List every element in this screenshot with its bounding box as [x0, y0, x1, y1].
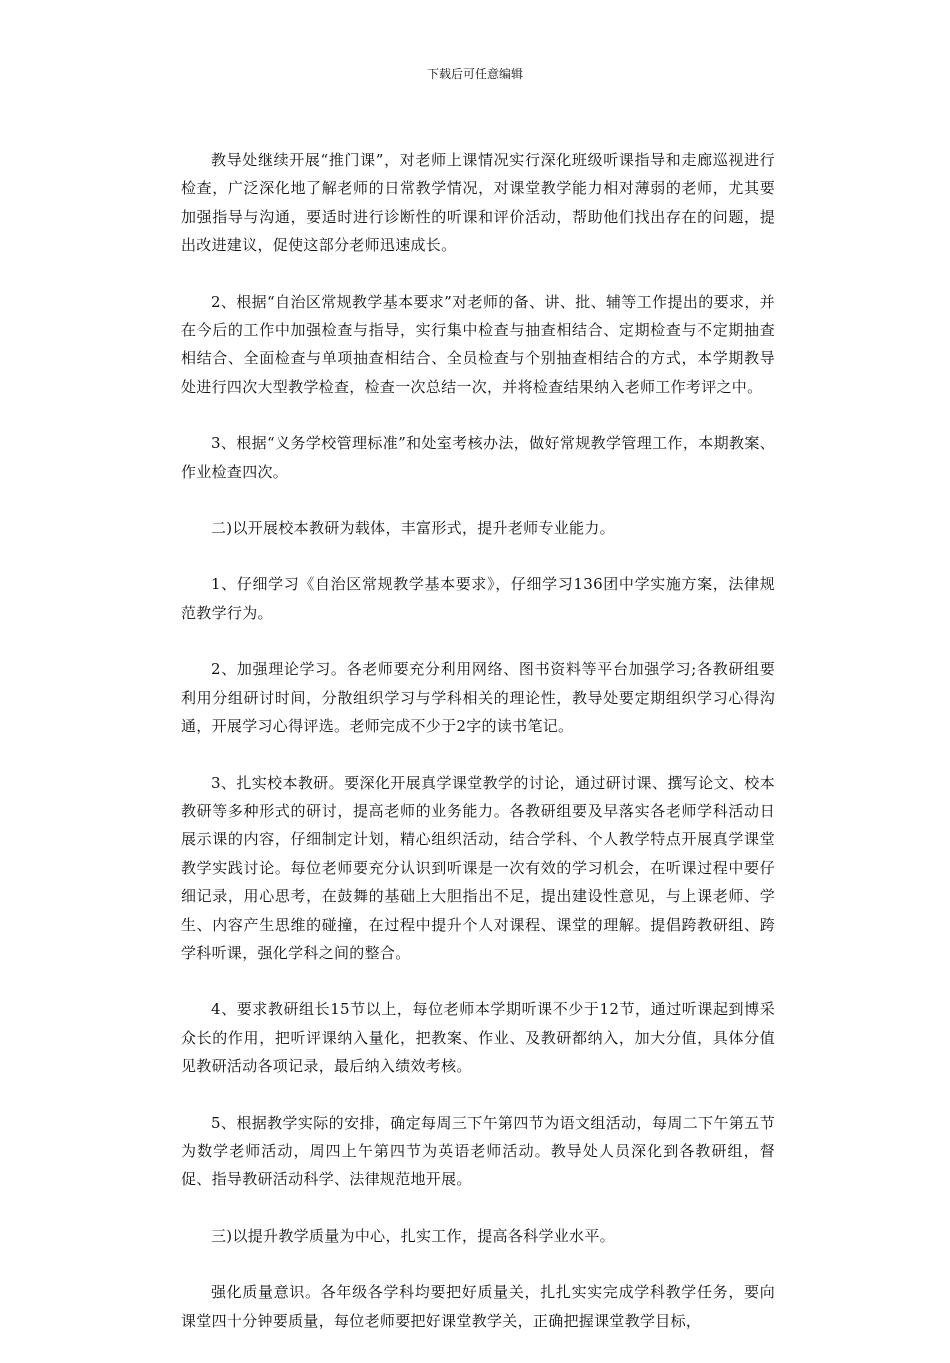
paragraph-theory-study: 2、加强理论学习。各老师要充分利用网络、图书资料等平台加强学习;各教研组要利用分组研讨时间，分散组织学习与学科相关的理论性，教导处要定期组织学习心得沟通，开展学习心得评选。老师完成不少于2字的读书笔记。	[181, 660, 775, 736]
section-heading-2: 二)以开展校本教研为载体，丰富形式，提升老师专业能力。	[211, 519, 615, 538]
paragraph-quality-awareness: 强化质量意识。各年级各学科均要把好质量关，扎扎实实完成学科教学任务，要向课堂四十分钟要质量，每位老师要把好课堂教学关，正确把握课堂教学目标，	[181, 1283, 775, 1330]
paragraph-study-requirements: 1、仔细学习《自治区常规教学基本要求》，仔细学习136团中学实施方案，法律规范教学行为。	[181, 575, 775, 622]
paragraph-lesson-observation: 4、要求教研组长15节以上，每位老师本学期听课不少于12节，通过听课起到博采众长的作用，把听评课纳入量化，把教案、作业、及教研都纳入，加大分值，具体分值见教研活动各项记录，最后纳入绩效考核。	[181, 1000, 775, 1076]
document-body	[181, 146, 775, 1363]
section-heading-3: 三)以提升教学质量为中心，扎实工作，提高各科学业水平。	[211, 1226, 615, 1245]
paragraph-school-research: 3、扎实校本教研。要深化开展真学课堂教学的讨论，通过研讨课、撰写论文、校本教研等多种形式的研讨，提高老师的业务能力。各教研组要及早落实各老师学科活动日展示课的内容，仔细制定计划，精心组织活动，结合学科、个人教学特点开展真学课堂教学实践讨论。每位老师要充分认识到听课是一次有效的学习机会，在听课过程中要仔细记录，用心思考，在鼓舞的基础上大胆指出不足，提出建设性意见，与上课老师、学生、内容产生思维的碰撞，在过程中提升个人对课程、课堂的理解。提倡跨教研组、跨学科听课，强化学科之间的整合。	[181, 773, 775, 962]
paragraph-item-2-checks: 2、根据“自治区常规教学基本要求”对老师的备、讲、批、辅等工作提出的要求，并在今后的工作中加强检查与指导，实行集中检查与抽查相结合、定期检查与不定期抽查相结合、全面检查与单项抽查相结合、全员检查与个别抽查相结合的方式，本学期教导处进行四次大型教学检查，检查一次总结一次，并将检查结果纳入老师工作考评之中。	[181, 292, 775, 396]
paragraph-activity-schedule: 5、根据教学实际的安排，确定每周三下午第四节为语文组活动，每周二下午第五节为数学老师活动，周四上午第四节为英语老师活动。教导处人员深化到各教研组，督促、指导教研活动科学、法律规范地开展。	[181, 1113, 775, 1189]
paragraph-item-3-standards: 3、根据“义务学校管理标准”和处室考核办法，做好常规教学管理工作，本期教案、作业检查四次。	[181, 434, 775, 481]
paragraph-inspection: 教导处继续开展“推门课”，对老师上课情况实行深化班级听课指导和走廊巡视进行检查，广泛深化地了解老师的日常教学情况，对课堂教学能力相对薄弱的老师，尤其要加强指导与沟通，要适时进行诊断性的听课和评价活动，帮助他们找出存在的问题，提出改进建议，促使这部分老师迅速成长。	[181, 151, 775, 255]
page-header: 下载后可任意编辑	[426, 67, 523, 81]
